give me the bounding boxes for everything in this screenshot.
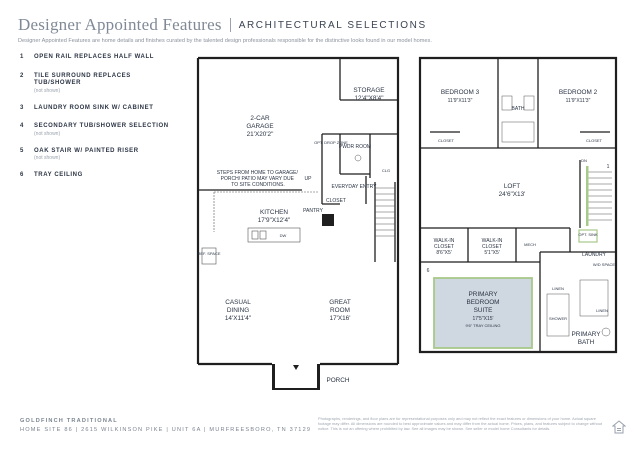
- header: [18, 14, 622, 44]
- floor-plan-drawing: [190, 52, 630, 402]
- porch-columns: [272, 364, 320, 390]
- feature-label: TILE SURROUND REPLACES TUB/SHOWER: [34, 72, 131, 86]
- feature-note: (not shown): [34, 130, 61, 137]
- walkin1-name-2: CLOSET: [433, 244, 455, 250]
- feature-number: 5: [20, 147, 24, 154]
- garage-note: STEPS FROM HOME TO GARAGE/ PORCH/ PATIO MAY VARY DUE TO SITE CONDITIONS.: [216, 170, 298, 188]
- tray-ceiling-note: 9'6" TRAY CEILING: [465, 323, 501, 328]
- garage-name: 2-CAR: [250, 115, 270, 122]
- linen-label-1: LINEN: [552, 286, 564, 291]
- casual-dining-name-2: DINING: [226, 307, 250, 314]
- bedroom2-closet-label: CLOSET: [585, 138, 603, 143]
- footer-info: [20, 418, 311, 433]
- toilet-icon: [355, 155, 361, 161]
- walkin2-name: WALK-IN: [481, 238, 503, 244]
- closet-label: CLOSET: [325, 198, 347, 204]
- feature-item: [20, 105, 180, 113]
- feature-item: [20, 123, 180, 137]
- legal-disclaimer: Photographs, renderings, and floor plans are for representational purposes only and may not reflect the exact features or dimensions of your home. Actual square footage may differ. All dimensions are rounded to best approximate values and may differ from the actual home. Prices, plans, and features subject to change without notice. This is not an offering where prohibited by law. See all images may be shown. See seller or model home Consultants for details.: [318, 416, 603, 431]
- bath-label: BATH: [511, 106, 525, 112]
- garage-name-2: GARAGE: [246, 123, 274, 130]
- floor-plans: [190, 52, 630, 402]
- first-floor-stairs: [375, 188, 395, 236]
- casual-dining-name: CASUAL: [225, 299, 251, 306]
- feature-label: OAK STAIR W/ PAINTED RISER: [34, 147, 139, 154]
- feature-number: 3: [20, 104, 24, 111]
- great-room-dims: 17'X16': [329, 315, 351, 322]
- open-rail-highlight: [586, 166, 589, 226]
- bedroom2-name: BEDROOM 2: [558, 89, 598, 96]
- feature-label: SECONDARY TUB/SHOWER SELECTION: [34, 123, 169, 129]
- feature-note: (not shown): [34, 155, 61, 161]
- storage-dims: 12'4"X8'4": [354, 95, 384, 102]
- great-room-name-2: ROOM: [330, 307, 350, 314]
- feature-number: 6: [20, 172, 24, 178]
- primary-bath-name: PRIMARY: [571, 331, 601, 338]
- laundry-label: LAUNDRY: [582, 252, 606, 258]
- feature-marker-6: 6: [426, 268, 430, 274]
- kitchen-name: KITCHEN: [259, 209, 289, 216]
- feature-number: 2: [20, 72, 24, 79]
- home-address: HOME SITE 86 | 2615 WILKINSON PIKE | UNIT 6A | MURFREESBORO, TN 37129: [20, 427, 312, 433]
- feature-note: (not shown): [34, 87, 61, 94]
- drop-zone-label: OPT. DROP ZONE: [314, 140, 348, 145]
- bedroom2-dims: 11'9"X11'3": [565, 98, 591, 104]
- loft-name: LOFT: [503, 183, 521, 190]
- feature-label: OPEN RAIL REPLACES HALF WALL: [34, 54, 155, 60]
- dishwasher-label: DW: [279, 233, 287, 238]
- powder-room-label: PWDR ROOM: [338, 144, 372, 150]
- feature-item: [20, 148, 180, 162]
- walkin2-name-2: CLOSET: [481, 244, 503, 250]
- second-floor-stairs: [588, 172, 612, 220]
- bedroom3-name: BEDROOM 3: [440, 89, 480, 96]
- feature-number: 4: [20, 123, 24, 129]
- loft-dims: 24'6"X13': [498, 191, 526, 198]
- feature-number: 1: [20, 54, 24, 60]
- bedroom3-dims: 11'9"X11'3": [447, 98, 473, 104]
- feature-list: [20, 54, 180, 191]
- page-subtitle: Designer Appointed Features are home details and finishes curated by the talented design professionals responsible for the distinctive looks found in our model homes.: [18, 38, 432, 44]
- feature-item: [20, 172, 180, 180]
- storage-name: STORAGE: [353, 87, 385, 94]
- casual-dining-dims: 14'X11'4": [224, 315, 252, 322]
- stair-up-label: UP: [304, 176, 312, 182]
- feature-label: LAUNDRY ROOM SINK W/ CABINET: [34, 104, 154, 111]
- feature-item: [20, 54, 180, 62]
- stair-down-label: DN: [581, 158, 587, 163]
- everyday-entry-label: EVERYDAY ENTRY: [331, 184, 377, 190]
- fridge-space-label: REF. SPACE: [197, 251, 221, 256]
- primary-bedroom-name-3: SUITE: [473, 307, 493, 314]
- walkin1-dims: 8'6"X5': [436, 250, 452, 256]
- equal-housing-icon: [612, 420, 626, 434]
- clg-label: CLG: [381, 168, 391, 173]
- shower-label: SHOWER: [549, 316, 567, 321]
- page-title: Designer Appointed Features: [18, 15, 222, 34]
- porch-label: PORCH: [326, 377, 350, 384]
- primary-bedroom-dims: 17'5"X15': [472, 316, 494, 322]
- walkin2-dims: 5'1"X5': [484, 250, 500, 256]
- wd-space-label: W/D SPACE: [592, 262, 616, 267]
- plan-name: GOLDFINCH TRADITIONAL: [20, 418, 118, 424]
- section-title: ARCHITECTURAL SELECTIONS: [238, 19, 427, 31]
- walkin1-name: WALK-IN: [433, 238, 455, 244]
- feature-marker-1: 1: [606, 164, 610, 170]
- feature-label: TRAY CEILING: [34, 172, 83, 178]
- pantry-label: PANTRY: [303, 208, 323, 214]
- kitchen-dims: 17'9"X12'4": [257, 217, 291, 224]
- title-row: [18, 14, 622, 36]
- bedroom3-closet-label: CLOSET: [437, 138, 455, 143]
- opt-sink-label: OPT. SINK: [578, 232, 598, 237]
- primary-bath-name-2: BATH: [577, 339, 595, 346]
- column-post: [322, 214, 334, 226]
- feature-item: [20, 73, 180, 94]
- great-room-name: GREAT: [329, 299, 351, 306]
- primary-bedroom-name: PRIMARY: [468, 291, 498, 298]
- garage-dims: 21'X20'2": [246, 131, 274, 138]
- title-divider: [230, 18, 231, 32]
- primary-bedroom-name-2: BEDROOM: [466, 299, 500, 306]
- mech-label: MECH: [524, 242, 536, 247]
- linen-label-2: LINEN: [596, 308, 608, 313]
